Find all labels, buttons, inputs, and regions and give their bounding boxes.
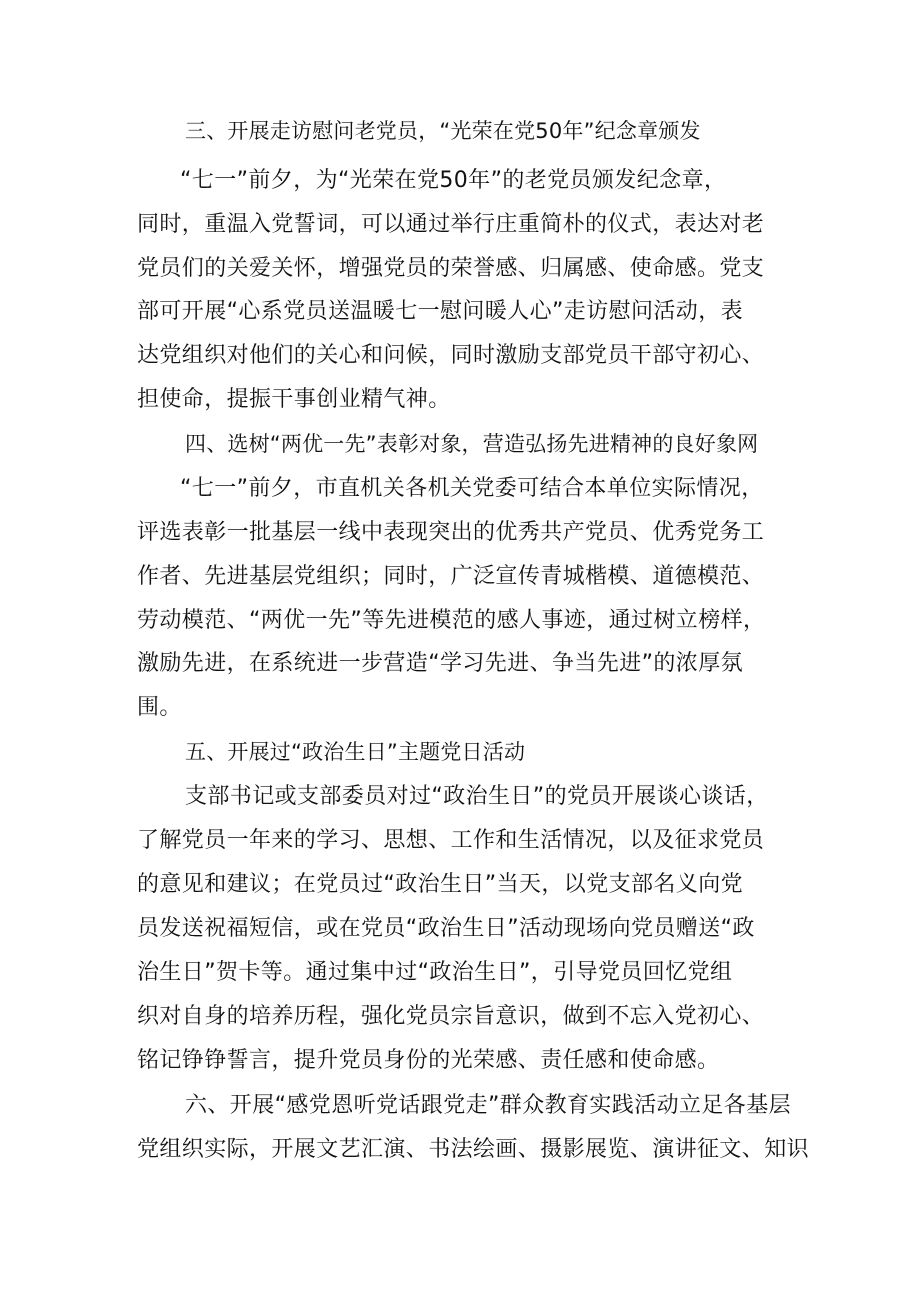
paragraph-line: 支部书记或支部委员对过“政治生日”的党员开展谈心谈话， — [185, 784, 769, 809]
paragraph-line: 担使命，提振干事创业精气神。 — [137, 387, 451, 412]
paragraph-line: “七一”前夕，为“光荣在党50年”的老党员颁发纪念章， — [180, 168, 727, 193]
paragraph-line: 员发送祝福短信，或在党员“政治生日”活动现场向党员赠送“政 — [137, 916, 755, 941]
paragraph-line: 部可开展“心系党员送温暖七一慰问暖人心”走访慰问活动，表 — [137, 299, 743, 324]
paragraph-line: 六、开展“感党恩听党话跟党走”群众教育实践活动立足各基层 — [185, 1093, 791, 1118]
paragraph-line: 围。 — [137, 695, 182, 720]
section-heading-5: 五、开展过“政治生日”主题党日活动 — [185, 740, 526, 764]
paragraph-line: 铭记铮铮誓言，提升党员身份的光荣感、责任感和使命感。 — [137, 1048, 720, 1073]
paragraph-line: 劳动模范、“两优一先”等先进模范的感人事迹，通过树立榜样， — [137, 608, 766, 633]
paragraph-line: 达党组织对他们的关心和问候，同时激励支部党员干部守初心、 — [137, 343, 765, 368]
section-heading-4: 四、选树“两优一先”表彰对象，营造弘扬先进精神的良好象网 — [185, 432, 759, 456]
paragraph-line: 治生日”贺卡等。通过集中过“政治生日”，引导党员回忆党组 — [137, 960, 733, 985]
paragraph-line: 的意见和建议；在党员过“政治生日”当天，以党支部名义向党 — [137, 872, 743, 897]
paragraph-line: 激励先进，在系统进一步营造“学习先进、争当先进”的浓厚氛 — [137, 651, 743, 676]
paragraph-line: 同时，重温入党誓词，可以通过举行庄重简朴的仪式，表达对老 — [137, 212, 765, 237]
paragraph-line: “七一”前夕，市直机关各机关党委可结合本单位实际情况， — [180, 476, 764, 501]
paragraph-line: 作者、先进基层党组织；同时，广泛宣传青城楷模、道德模范、 — [137, 564, 765, 589]
paragraph-line: 党组织实际，开展文艺汇演、书法绘画、摄影展览、演讲征文、知识 — [137, 1137, 810, 1162]
paragraph-line: 了解党员一年来的学习、思想、工作和生活情况，以及征求党员 — [137, 828, 765, 853]
section-heading-3: 三、开展走访慰问老党员，“光荣在党50年”纪念章颁发 — [185, 119, 701, 143]
paragraph-line: 评选表彰一批基层一线中表现突出的优秀共产党员、优秀党务工 — [137, 520, 765, 545]
paragraph-line: 织对自身的培养历程，强化党员宗旨意识，做到不忘入党初心、 — [137, 1004, 765, 1029]
paragraph-line: 党员们的关爱关怀，增强党员的荣誉感、归属感、使命感。党支 — [137, 256, 765, 281]
